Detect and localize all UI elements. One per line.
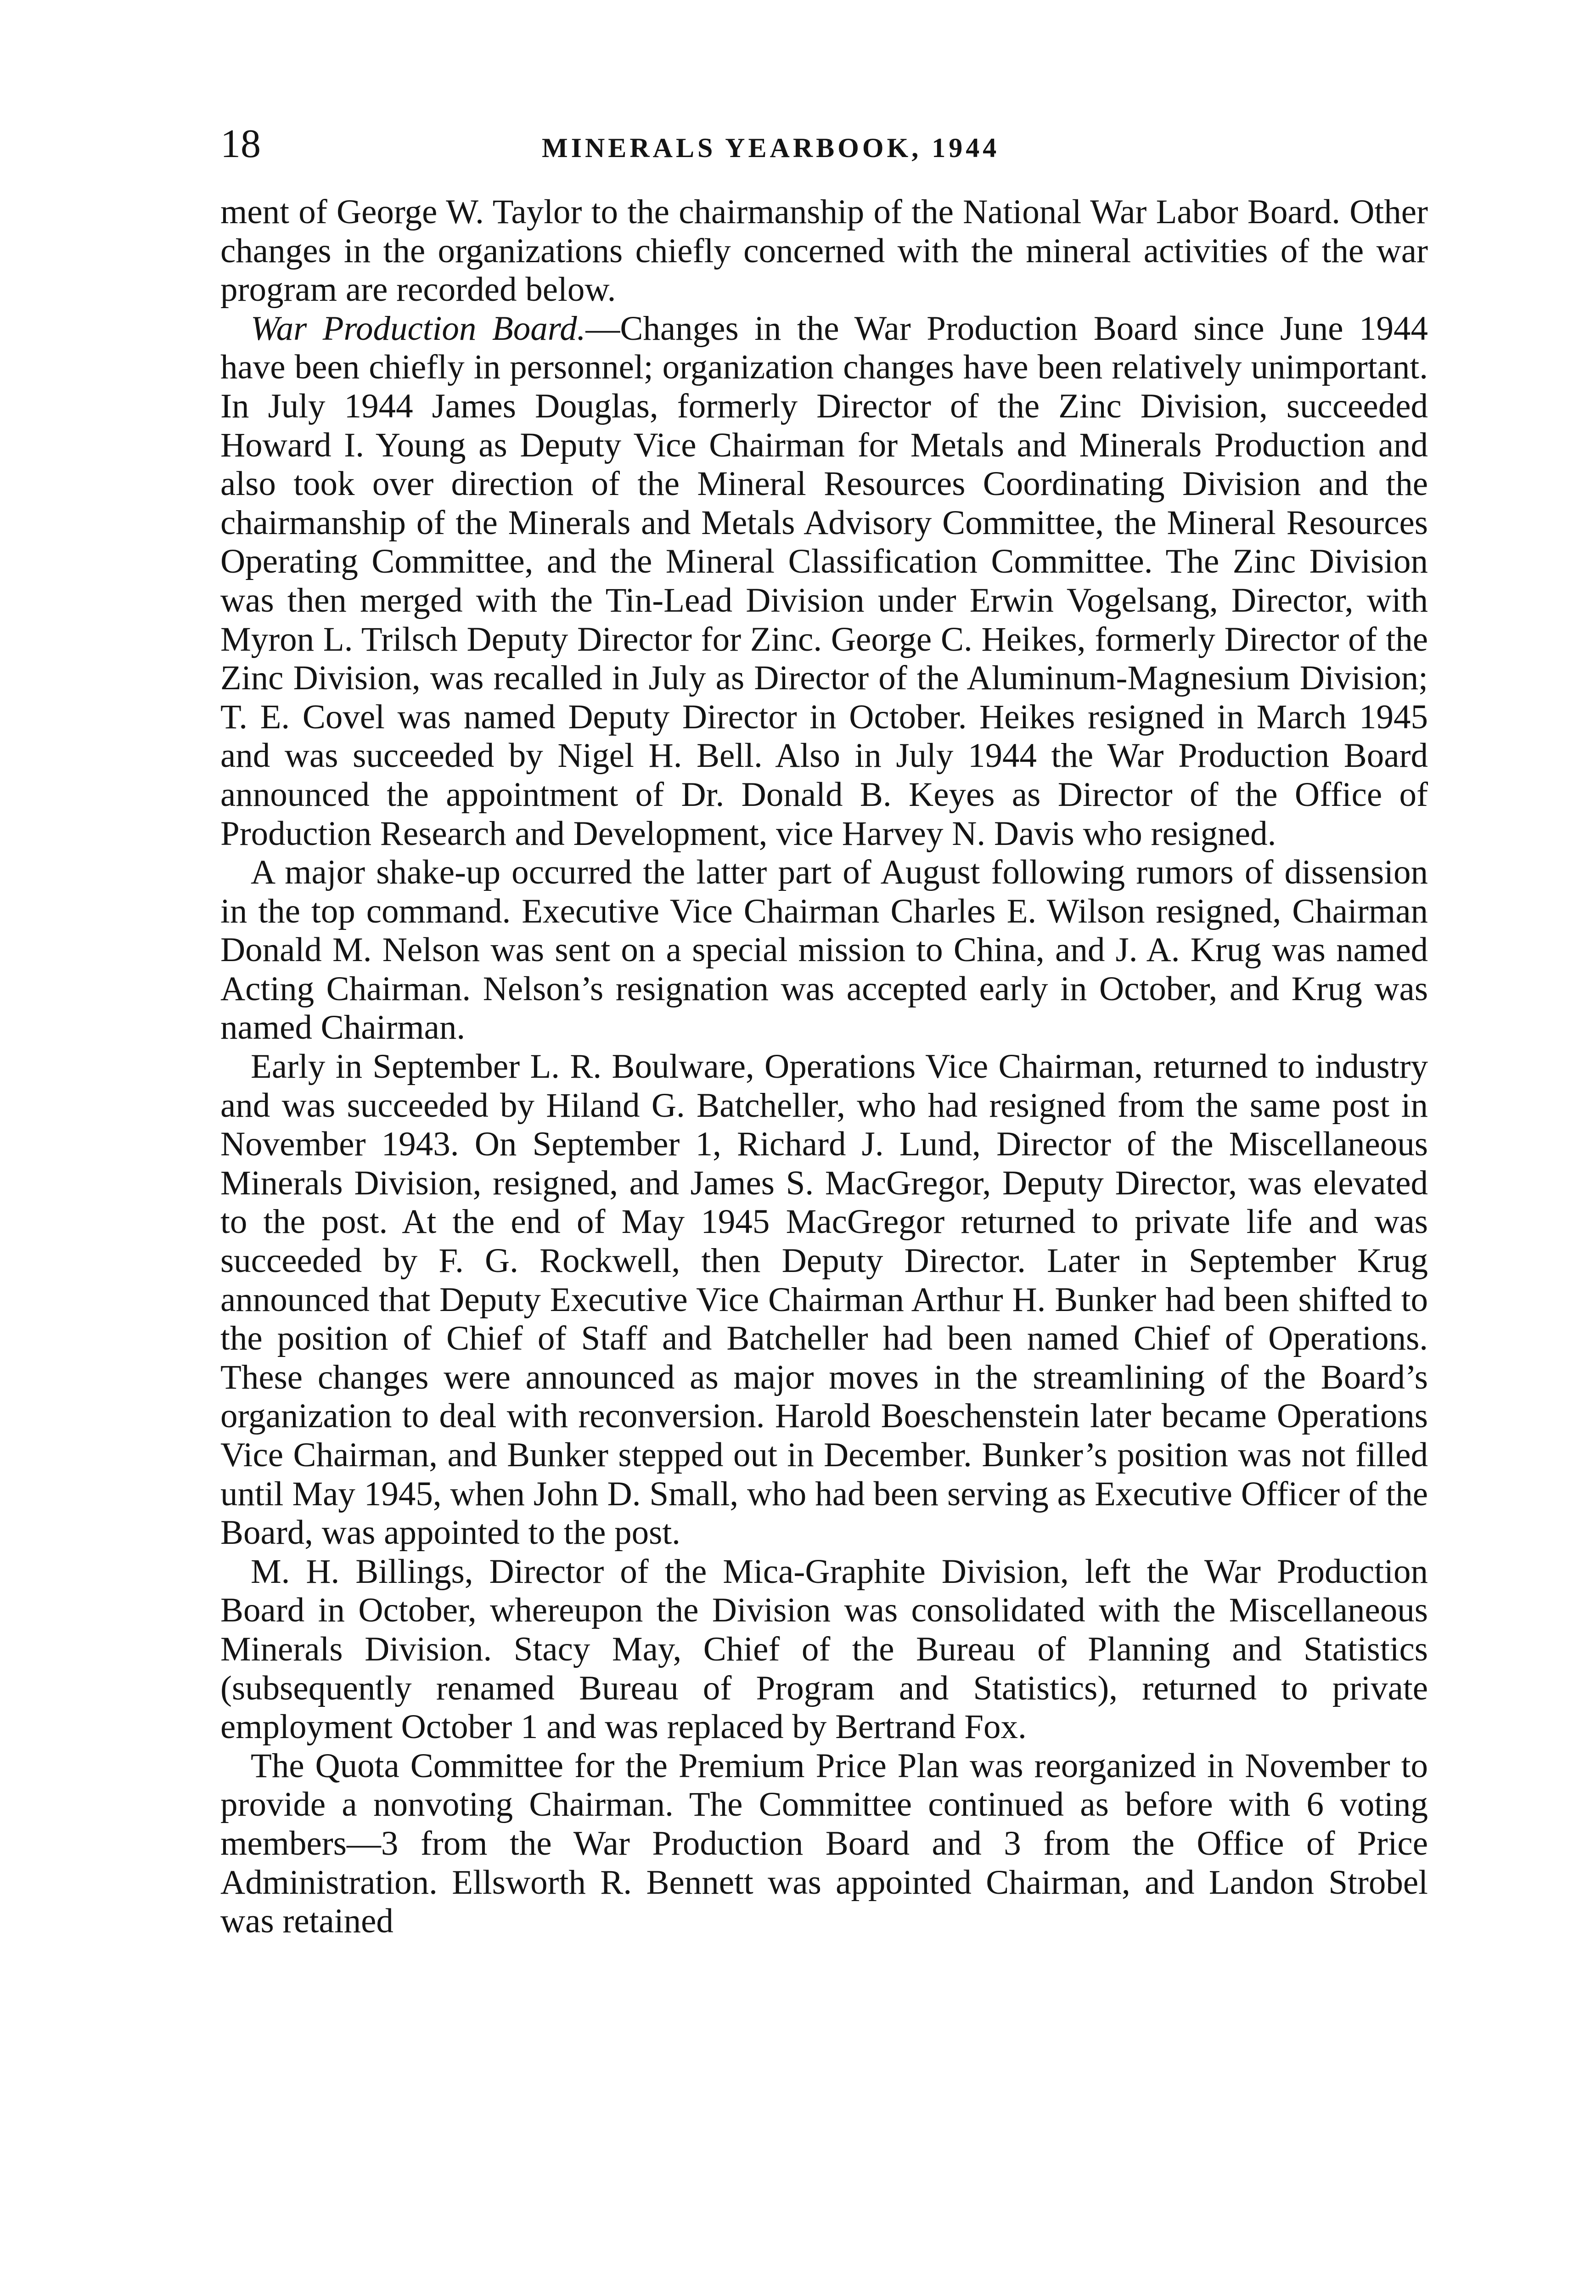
document-page bbox=[220, 124, 1428, 1941]
paragraph-mica-graphite bbox=[220, 1553, 1428, 1747]
body-text bbox=[220, 193, 1428, 1941]
running-header bbox=[220, 124, 1428, 193]
paragraph-text: The Quota Committee for the Premium Price Plan was reorganized in November to provide a nonvoting Chairman. The Committee continued as before with 6 voting members—3 from the War Production Board and 3 from the Office of Price Administration. Ellsworth R. Bennett was appointed Chairman, and Landon Strobel was retained bbox=[220, 1746, 1428, 1941]
paragraph-shake-up bbox=[220, 853, 1428, 1047]
paragraph-continuation bbox=[220, 193, 1428, 310]
section-run-in-heading: War Production Board. bbox=[251, 309, 586, 348]
paragraph-text: Early in September L. R. Boulware, Operations Vice Chairman, returned to industry and was succeeded by Hiland G. Batcheller, who had resigned from the same post in November 1943. On September 1, Richard J. Lund, Director of the Miscellaneous Minerals Division, resigned, and James S. MacGregor, Deputy Director, was elevated to the post. At the end of May 1945 MacGregor returned to private life and was succeeded by F. G. Rockwell, then Deputy Director. Later in September Krug announced that Deputy Executive Vice Chairman Arthur H. Bunker had been shifted to the position of Chief of Staff and Batcheller had been named Chief of Operations. These changes were announced as major moves in the streamlining of the Board’s organization to deal with reconversion. Harold Boeschenstein later became Operations Vice Chairman, and Bunker stepped out in December. Bunker’s position was not filled until May 1945, when John D. Small, who had been serving as Executive Officer of the Board, was appointed to the post. bbox=[220, 1047, 1428, 1552]
paragraph-text: A major shake-up occurred the latter part of August following rumors of dissension in the top command. Executive Vice Chairman Charles E. Wilson resigned, Chairman Donald M. Nelson was sent on a special mission to China, and J. A. Krug was named Acting Chairman. Nelson’s resignation was accepted early in October, and Krug was named Chairman. bbox=[220, 853, 1428, 1047]
paragraph-text: M. H. Billings, Director of the Mica-Graphite Division, left the War Production Board in October, whereupon the Division was consolidated with the Miscellaneous Minerals Division. Stacy May, Chief of the Bureau of Planning and Statistics (subsequently renamed Bureau of Program and Statistics), returned to private employment October 1 and was replaced by Bertrand Fox. bbox=[220, 1552, 1428, 1746]
paragraph-text: ment of George W. Taylor to the chairmanship of the National War Labor Board. Other changes in the organizations chiefly concerned with the mineral activities of the war program are recorded below. bbox=[220, 193, 1428, 309]
paragraph-september-changes bbox=[220, 1047, 1428, 1553]
paragraph-quota-committee bbox=[220, 1747, 1428, 1941]
paragraph-war-production-board bbox=[220, 310, 1428, 853]
page-number: 18 bbox=[220, 122, 261, 166]
running-title: MINERALS YEARBOOK, 1944 bbox=[542, 133, 1000, 163]
paragraph-text: —Changes in the War Production Board since June 1944 have been chiefly in personnel; organization changes have been relatively unimportant. In July 1944 James Douglas, formerly Director of the Zinc Division, succeeded Howard I. Young as Deputy Vice Chairman for Metals and Minerals Production and also took over direction of the Mineral Resources Coordinating Division and the chairmanship of the Minerals and Metals Advisory Committee, the Mineral Resources Operating Committee, and the Mineral Classification Committee. The Zinc Division was then merged with the Tin-Lead Division under Erwin Vogelsang, Director, with Myron L. Trilsch Deputy Director for Zinc. George C. Heikes, formerly Director of the Zinc Division, was recalled in July as Director of the Aluminum-Magnesium Division; T. E. Covel was named Deputy Director in October. Heikes resigned in March 1945 and was succeeded by Nigel H. Bell. Also in July 1944 the War Production Board announced the appointment of Dr. Donald B. Keyes as Director of the Office of Production Research and Development, vice Harvey N. Davis who resigned. bbox=[220, 309, 1428, 853]
